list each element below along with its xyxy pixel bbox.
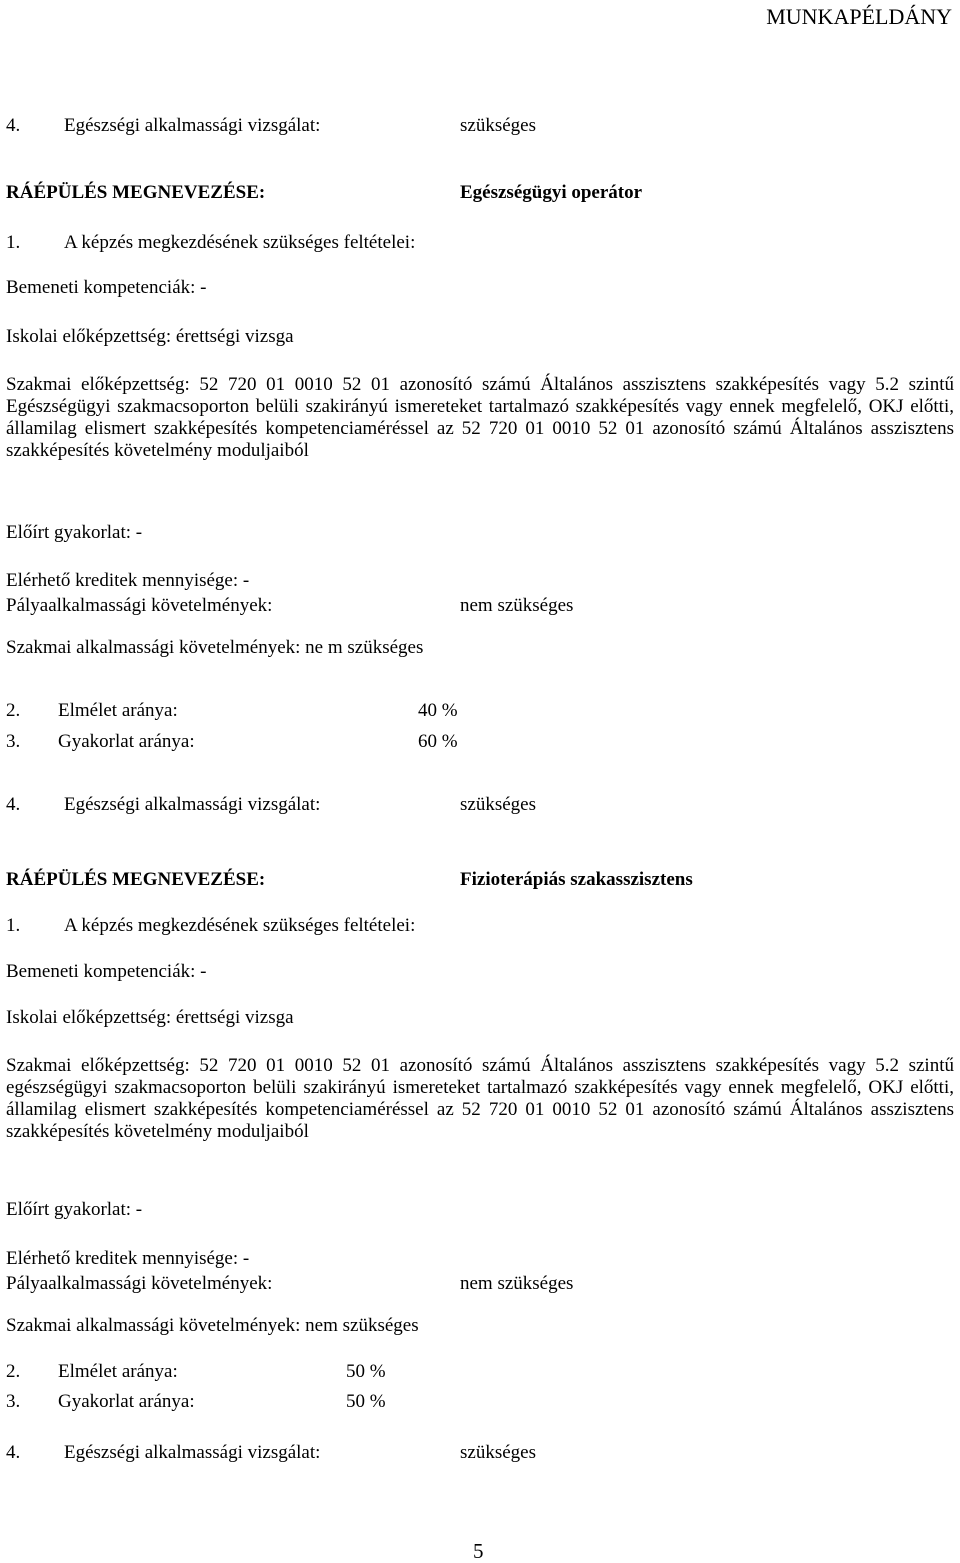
s2-eloirt-gyakorlat: Előírt gyakorlat: - — [6, 1199, 143, 1220]
s2-item3-label: Gyakorlat aránya: — [58, 1391, 195, 1412]
s1-item1-number: 1. — [6, 232, 21, 253]
s1-item3-value: 60 % — [418, 731, 458, 752]
s1-item2-label: Elmélet aránya: — [58, 700, 178, 721]
s2-palya-value: nem szükséges — [460, 1273, 574, 1294]
top-item4-row — [6, 115, 320, 137]
s2-item1-label: A képzés megkezdésének szükséges feltételei: — [64, 915, 416, 936]
s2-item1-number: 1. — [6, 915, 21, 936]
s2-item4-number: 4. — [6, 1442, 21, 1463]
s1-item4-row — [6, 794, 320, 816]
s1-title-label: RÁÉPÜLÉS MEGNEVEZÉSE: — [6, 182, 266, 203]
s1-item1-row — [6, 232, 415, 254]
document-stamp: MUNKAPÉLDÁNY — [766, 4, 952, 29]
s2-kreditek: Elérhető kreditek mennyisége: - — [6, 1248, 250, 1269]
s2-item4-row — [6, 1442, 320, 1464]
s1-item2-row — [6, 700, 178, 722]
s1-item4-value: szükséges — [460, 794, 536, 815]
s1-palya-value: nem szükséges — [460, 595, 574, 616]
s1-szakmai-alkalmassagi: Szakmai alkalmassági követelmények: ne m szükséges — [6, 637, 424, 658]
s2-szakmai-alkalmassagi: Szakmai alkalmassági követelmények: nem szükséges — [6, 1315, 419, 1336]
s2-title-value: Fizioterápiás szakasszisztens — [460, 869, 693, 890]
s1-item3-row — [6, 731, 195, 753]
s2-szakmai-elokepzettseg: Szakmai előképzettség: 52 720 01 0010 52 01 azonosító számú Általános asszisztens szakképesítés vagy 5.2 szintű egészségügyi szakmacsoporton belüli szakirányú ismereteket tartalmazó szakképesítés vagy ennek megfelelő, OKJ előtti, államilag elismert szakképesítés kompetenciaméréssel az 52 720 01 0010 52 01 azonosító számú Általános asszisztens szakképesítés követelmény moduljaiból — [6, 1055, 954, 1142]
s2-item4-value: szükséges — [460, 1442, 536, 1463]
s2-item2-row — [6, 1361, 178, 1383]
page-number: 5 — [473, 1539, 484, 1563]
s2-item2-label: Elmélet aránya: — [58, 1361, 178, 1382]
s2-palya-label: Pályaalkalmassági követelmények: — [6, 1273, 273, 1294]
s2-iskolai: Iskolai előképzettség: érettségi vizsga — [6, 1007, 294, 1028]
s1-iskolai: Iskolai előképzettség: érettségi vizsga — [6, 326, 294, 347]
top-item4-number: 4. — [6, 115, 21, 136]
s2-title-label: RÁÉPÜLÉS MEGNEVEZÉSE: — [6, 869, 266, 890]
s2-item3-row — [6, 1391, 195, 1413]
s2-bemeneti: Bemeneti kompetenciák: - — [6, 961, 207, 982]
s2-item3-value: 50 % — [346, 1391, 386, 1412]
s1-kreditek: Elérhető kreditek mennyisége: - — [6, 570, 250, 591]
s1-item3-label: Gyakorlat aránya: — [58, 731, 195, 752]
s1-item4-number: 4. — [6, 794, 21, 815]
top-item4-label: Egészségi alkalmassági vizsgálat: — [64, 115, 321, 136]
s1-item2-value: 40 % — [418, 700, 458, 721]
s1-item2-number: 2. — [6, 700, 21, 721]
s1-title-value: Egészségügyi operátor — [460, 182, 643, 203]
s2-item1-row — [6, 915, 415, 937]
s1-item1-label: A képzés megkezdésének szükséges feltételei: — [64, 232, 416, 253]
s1-palya-label: Pályaalkalmassági követelmények: — [6, 595, 273, 616]
top-item4-value: szükséges — [460, 115, 536, 136]
s1-szakmai-elokepzettseg: Szakmai előképzettség: 52 720 01 0010 52 01 azonosító számú Általános asszisztens szakképesítés vagy 5.2 szintű Egészségügyi szakmacsoporton belüli szakirányú ismereteket tartalmazó szakképesítés vagy ennek megfelelő, OKJ előtti, államilag elismert szakképesítés kompetenciaméréssel az 52 720 01 0010 52 01 azonosító számú Általános asszisztens szakképesítés követelmény moduljaiból — [6, 374, 954, 461]
s2-item4-label: Egészségi alkalmassági vizsgálat: — [64, 1442, 321, 1463]
s1-item4-label: Egészségi alkalmassági vizsgálat: — [64, 794, 321, 815]
s2-item3-number: 3. — [6, 1391, 21, 1412]
s2-item2-value: 50 % — [346, 1361, 386, 1382]
s1-eloirt-gyakorlat: Előírt gyakorlat: - — [6, 522, 143, 543]
s1-item3-number: 3. — [6, 731, 21, 752]
s2-item2-number: 2. — [6, 1361, 21, 1382]
s1-bemeneti: Bemeneti kompetenciák: - — [6, 277, 207, 298]
